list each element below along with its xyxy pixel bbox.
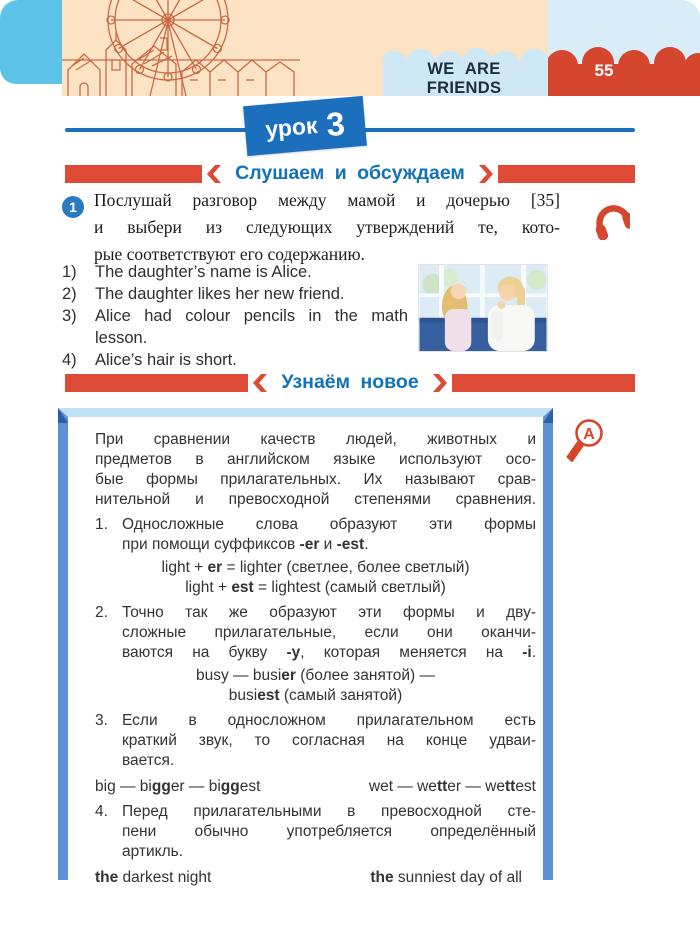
exercise-number-badge: 1 (62, 196, 84, 218)
lesson-label: урок (264, 111, 319, 142)
section-bar-listen (65, 162, 635, 184)
grammar-example-3 (95, 777, 536, 797)
statements-list (62, 261, 408, 371)
chevron-left-icon (207, 165, 221, 183)
text-line: и выбери из следующих утверждений те, кото- (94, 217, 560, 237)
lesson-banner (243, 96, 367, 156)
section-title-learn: Узнаём новое (281, 371, 419, 393)
rule-number: 1. (95, 516, 108, 533)
grammar-rule-3 (95, 711, 536, 771)
text-line: Односложные слова образуют эти формы (122, 516, 536, 533)
example-left: big — bigger — biggest (95, 778, 261, 795)
lesson-number: 3 (324, 104, 347, 143)
header-left-tab (0, 0, 62, 84)
text-line: бые формы прилагательных. Их называют срав- (95, 471, 536, 488)
grammar-example-2 (95, 666, 536, 706)
grammar-example-4 (95, 868, 536, 888)
grammar-rule-2 (95, 603, 536, 663)
text-line: артикль. (122, 843, 184, 860)
chevron-right-icon (479, 165, 493, 183)
text-line: Послушай разговор между мамой и дочерью [35] (94, 190, 560, 210)
list-item-number: 1) (62, 263, 77, 281)
text-line: light + est = lightest (самый светлый) (185, 579, 446, 596)
rule-number: 4. (95, 803, 108, 820)
example-right: wet — wetter — wettest (368, 778, 536, 795)
page-number: 55 (594, 61, 614, 80)
text-line: предметов в английском языке используют осо- (95, 451, 536, 468)
list-item (62, 283, 408, 305)
text-line: краткий звук, то согласная на конце удваи- (122, 732, 536, 749)
grammar-intro (95, 430, 536, 510)
mother-daughter-photo (418, 264, 548, 352)
text-line: сложные прилагательные, если они оканчи- (122, 624, 536, 641)
list-item (62, 305, 408, 349)
text-line: ваются на букву -y, которая меняется на -i. (122, 644, 536, 661)
text-line: The daughter’s name is Alice. (95, 263, 312, 281)
chevron-right-icon (433, 374, 447, 392)
list-item (62, 349, 408, 371)
text-line: пени обычно употребляется определённый (122, 823, 536, 840)
text-line: Если в односложном прилагательном есть (122, 712, 536, 729)
text-line: light + er = lighter (светлее, более светлый) (161, 559, 470, 576)
list-item-number: 2) (62, 285, 77, 303)
text-line: При сравнении качеств людей, животных и (95, 431, 536, 448)
bar-segment (498, 165, 635, 183)
bar-segment (452, 374, 635, 392)
bar-segment (65, 165, 202, 183)
section-bar-learn (65, 371, 635, 393)
headphones-icon (588, 188, 630, 240)
grammar-rule-1 (95, 515, 536, 555)
text-line: вается. (122, 752, 175, 769)
exercise-instruction (94, 187, 560, 268)
text-line: busy — busier (более занятой) — (195, 667, 436, 684)
text-line: Alice’s hair is short. (95, 351, 237, 369)
text-line: Alice had colour pencils in the math (95, 307, 408, 325)
ferris-wheel-town-illustration (62, 0, 300, 96)
example-left: the darkest night (95, 869, 212, 886)
grammar-rule-box (58, 408, 553, 886)
bar-segment (65, 374, 248, 392)
section-title-listen: Слушаем и обсуждаем (235, 162, 465, 184)
text-line: Точно так же образуют эти формы и дву- (122, 604, 536, 621)
unit-title: WE ARE FRIENDS (426, 60, 502, 97)
rule-number: 2. (95, 604, 108, 621)
list-item (62, 261, 408, 283)
magnifier-letter-a-icon (562, 416, 608, 468)
text-line: рые соответствуют его содержанию. (94, 244, 365, 264)
text-line: Перед прилагательными в превосходной сте- (122, 803, 536, 820)
list-item-number: 3) (62, 307, 77, 325)
grammar-rule-4 (95, 802, 536, 862)
chevron-left-icon (253, 374, 267, 392)
grammar-example-1 (95, 558, 536, 598)
rule-number: 3. (95, 712, 108, 729)
text-line: нительной и превосходной степенями сравнения. (95, 491, 536, 508)
text-line: busiest (самый занятой) (228, 687, 403, 704)
page-header (0, 0, 700, 96)
svg-text:A: A (583, 426, 595, 443)
list-item-number: 4) (62, 351, 77, 369)
text-line: The daughter likes her new friend. (95, 285, 345, 303)
example-right: the sunniest day of all (370, 869, 522, 886)
text-line: при помощи суффиксов -er и -est. (122, 536, 369, 553)
text-line: lesson. (95, 329, 148, 347)
